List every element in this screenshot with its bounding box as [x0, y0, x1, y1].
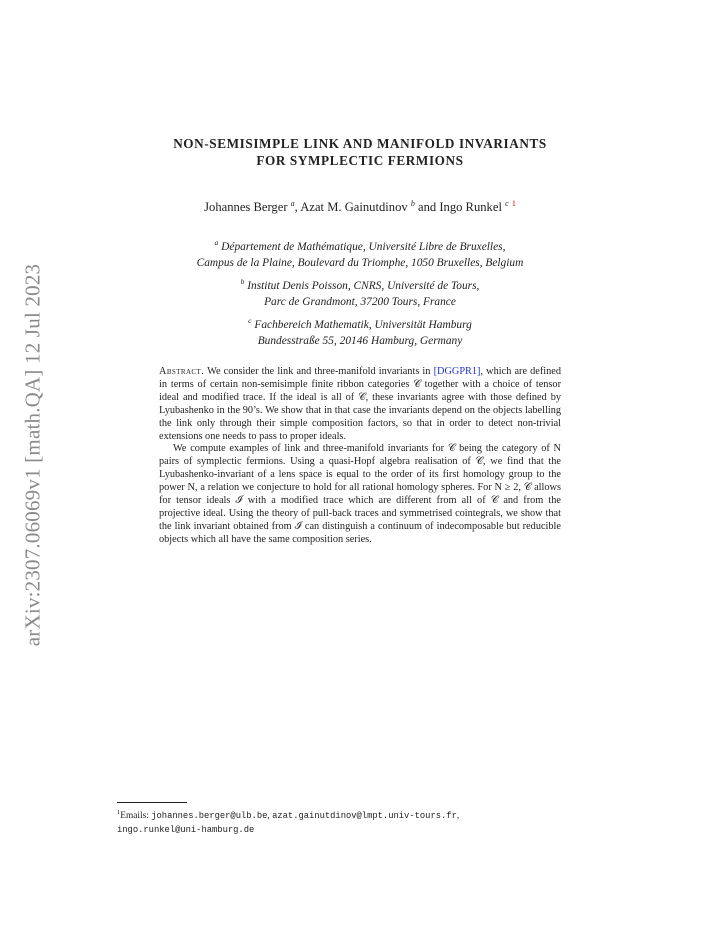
affiliation-a: [0, 235, 720, 271]
author-3-affil-mark: c: [505, 199, 509, 208]
footnote-label: Emails:: [120, 811, 149, 822]
author-list: Johannes Berger $^a$, Azat M. Gainutdinov $^b$ and Ingo Runkel $^c$ $^1$: [204, 199, 516, 215]
author-1-affil-mark: a: [290, 199, 295, 208]
affiliation-c-line-1: Fachbereich Mathematik, Universität Hamburg: [254, 318, 472, 331]
abstract-p1-text-a: We consider the link and three-manifold invariants in: [207, 366, 431, 377]
author-2-affil-mark: b: [410, 199, 415, 208]
affiliation-c-line-2: Bundesstraße 55, 20146 Hamburg, Germany: [257, 334, 463, 347]
abstract: [159, 366, 561, 547]
affiliation-c: [0, 313, 720, 349]
footnote-rule: [117, 802, 187, 803]
abstract-paragraph-1: [159, 366, 561, 443]
email-2[interactable]: azat.gainutdinov@lmpt.univ-tours.fr: [272, 811, 457, 822]
author-2: Azat M. Gainutdinov: [300, 200, 408, 215]
arxiv-identifier-stamp: arXiv:2307.06069v1 [math.QA] 12 Jul 2023: [20, 263, 45, 647]
author-conjunction: and: [417, 200, 437, 215]
title-line-2: FOR SYMPLECTIC FERMIONS: [256, 152, 464, 168]
affiliation-a-mark: a: [214, 238, 219, 247]
title-line-1: NON-SEMISIMPLE LINK AND MANIFOLD INVARIANTS: [173, 136, 547, 151]
affiliation-a-line-2: Campus de la Plaine, Boulevard du Triomphe, 1050 Bruxelles, Belgium: [196, 256, 524, 269]
abstract-p1-text-b: , which are defined in terms of certain non-semisimple finite ribbon categories 𝒞 together with a choice of tensor ideal and modified trace. If the ideal is all of 𝒞, these invariants agree with those defined by Lyubashenko in the 90’s. We show that in that case the invariants depend on the objects labelling the link only through their simple composition factors, so that in order to detect non-trivial extensions one needs to pass to proper ideals.: [159, 366, 562, 442]
email-3[interactable]: ingo.runkel@uni-hamburg.de: [117, 825, 255, 836]
affiliation-a-line-1: Département de Mathématique, Université Libre de Bruxelles,: [221, 240, 506, 253]
affiliation-b-mark: b: [240, 277, 245, 286]
author-3: Ingo Runkel: [439, 200, 502, 215]
affiliation-b-line-2: Parc de Grandmont, 37200 Tours, France: [264, 295, 456, 308]
affiliation-b-line-1: Institut Denis Poisson, CNRS, Université de Tours,: [247, 279, 480, 292]
footnote-mark: 1: [117, 809, 121, 816]
abstract-paragraph-2: We compute examples of link and three-manifold invariants for 𝒞 being the category of N pairs of symplectic fermions. Using a quasi-Hopf algebra realisation of 𝒞, we find that the Lyubashenko-invariant of a lens space is equal to the order of its first homology group to the power N, a relation we conjecture to hold for all rational homology spheres. For N ≥ 2, 𝒞 allows for tensor ideals ℐ with a modified trace which are different from all of 𝒞 and from the projective ideal. Using the theory of pull-back traces and symmetrised cointegrals, we show that the link invariant obtained from ℐ can distinguish a continuum of indecomposable but reducible objects which all have the same composition series.: [159, 443, 561, 545]
email-1[interactable]: johannes.berger@ulb.be: [151, 811, 268, 822]
paper-title: [0, 136, 720, 169]
author-footnote-link[interactable]: 1: [511, 199, 516, 208]
footnote: $^1$Emails: johannes.berger@ulb.be, azat.gainutdinov@lmpt.univ-tours.fr, ingo.runkel@uni-hamburg.de: [117, 809, 460, 836]
citation-link-dggpr1[interactable]: [DGGPR1]: [433, 366, 481, 377]
author-1: Johannes Berger: [204, 200, 288, 215]
affiliation-c-mark: c: [248, 316, 252, 325]
abstract-heading: Abstract.: [159, 366, 205, 377]
affiliation-b: [0, 274, 720, 310]
